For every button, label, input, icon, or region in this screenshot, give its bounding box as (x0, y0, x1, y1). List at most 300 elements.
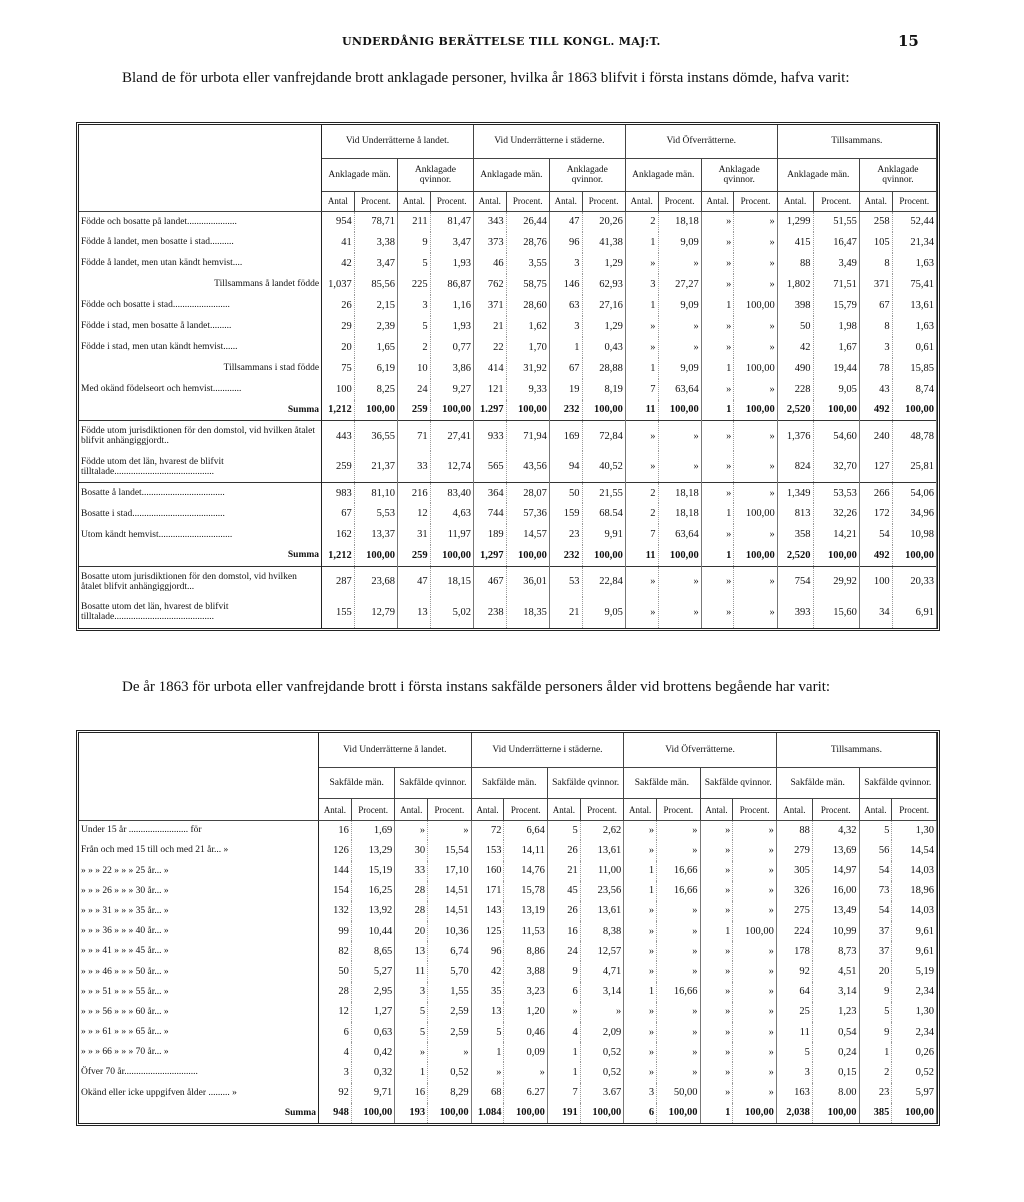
cell-value: » (657, 1022, 700, 1042)
cell-value: 13,29 (351, 840, 394, 860)
cell-value: » (700, 840, 733, 860)
cell-value: 9,71 (351, 1083, 394, 1103)
cell-value: 68.54 (582, 503, 625, 524)
cell-value: 146 (549, 274, 582, 295)
cell-value: » (657, 1042, 700, 1062)
cell-value: » (624, 840, 657, 860)
cell-value: 169 (549, 421, 582, 452)
cell-value: » (734, 421, 777, 452)
cell-value: 414 (473, 358, 506, 379)
cell-value: » (701, 451, 734, 482)
cell-value: 240 (859, 421, 892, 452)
cell-value: 1 (471, 1042, 504, 1062)
cell-value: 22 (473, 337, 506, 358)
cell-value: 326 (776, 881, 812, 901)
cell-value: 23,68 (354, 566, 397, 597)
cell-value: 10,99 (812, 921, 859, 941)
cell-value: 23,56 (580, 881, 623, 901)
cell-value: 57,36 (506, 503, 549, 524)
cell-value: 211 (397, 211, 430, 232)
cell-value: 13,92 (351, 901, 394, 921)
cell-value: 2 (859, 1062, 892, 1082)
cell-value: 159 (549, 503, 582, 524)
column-header: Procent. (351, 799, 394, 820)
cell-value: 983 (322, 482, 355, 503)
column-header: Antal. (625, 191, 658, 211)
cell-value: 100,00 (354, 545, 397, 566)
table-row (79, 482, 937, 503)
row-label: Med okänd födelseort och hemvist............ (79, 379, 322, 400)
cell-value: 224 (776, 921, 812, 941)
cell-value: 27,16 (582, 295, 625, 316)
cell-value: » (733, 1042, 776, 1062)
cell-value: 4,63 (430, 503, 473, 524)
row-label: » » » 41 » » » 45 år... » (79, 941, 319, 961)
cell-value: 83,40 (430, 482, 473, 503)
cell-value: 64 (776, 982, 812, 1002)
cell-value: » (733, 982, 776, 1002)
cell-value: » (624, 921, 657, 941)
cell-value: 18,18 (658, 211, 701, 232)
cell-value: 3 (776, 1062, 812, 1082)
cell-value: » (428, 820, 472, 840)
cell-value: 52,44 (892, 211, 936, 232)
row-label: » » » 31 » » » 35 år... » (79, 901, 319, 921)
cell-value: 1,27 (351, 1002, 394, 1022)
cell-value: 100,00 (504, 1103, 547, 1123)
cell-value: 2,95 (351, 982, 394, 1002)
cell-value: 92 (319, 1083, 352, 1103)
table-row (79, 941, 937, 961)
cell-value: 58,75 (506, 274, 549, 295)
cell-value: 16,25 (351, 881, 394, 901)
cell-value: 15,78 (504, 881, 547, 901)
cell-value: 67 (859, 295, 892, 316)
row-label: Okänd eller icke uppgifven ålder ......... » (79, 1083, 319, 1103)
cell-value: 48,78 (892, 421, 936, 452)
cell-value: 15,60 (813, 597, 859, 628)
cell-value: 3 (624, 1083, 657, 1103)
cell-value: » (700, 1002, 733, 1022)
cell-value: 100,00 (351, 1103, 394, 1123)
cell-value: 492 (859, 545, 892, 566)
cell-value: 16 (319, 820, 352, 840)
cell-value: 16 (395, 1083, 428, 1103)
table-row (79, 961, 937, 981)
cell-value: 33 (395, 861, 428, 881)
cell-value: 3 (625, 274, 658, 295)
table-row (79, 861, 937, 881)
row-label: Summa (79, 400, 322, 421)
row-label: » » » 22 » » » 25 år... » (79, 861, 319, 881)
cell-value: 26 (547, 840, 580, 860)
cell-value: » (701, 597, 734, 628)
cell-value: 21 (473, 316, 506, 337)
cell-value: 1,63 (892, 253, 936, 274)
cell-value: 100,00 (430, 545, 473, 566)
cell-value: » (701, 232, 734, 253)
cell-value: » (625, 597, 658, 628)
subgroup-header: Anklagade qvinnor. (859, 158, 936, 191)
cell-value: 32,26 (813, 503, 859, 524)
cell-value: » (625, 566, 658, 597)
cell-value: 8,19 (582, 379, 625, 400)
cell-value: 5 (397, 253, 430, 274)
cell-value: » (733, 1062, 776, 1082)
cell-value: 72 (471, 820, 504, 840)
cell-value: 3 (319, 1062, 352, 1082)
cell-value: » (700, 820, 733, 840)
cell-value: 100,00 (892, 1103, 937, 1123)
cell-value: 9,33 (506, 379, 549, 400)
cell-value: 11 (625, 400, 658, 421)
cell-value: 14,11 (504, 840, 547, 860)
cell-value: 26,44 (506, 211, 549, 232)
cell-value: 9,27 (430, 379, 473, 400)
cell-value: 2 (397, 337, 430, 358)
cell-value: 5 (859, 1002, 892, 1022)
cell-value: 28,76 (506, 232, 549, 253)
cell-value: 54,06 (892, 482, 936, 503)
cell-value: 28,88 (582, 358, 625, 379)
cell-value: 15,85 (892, 358, 936, 379)
subgroup-header: Sakfälde qvinnor. (547, 767, 623, 799)
cell-value: 189 (473, 524, 506, 545)
cell-value: 13,19 (504, 901, 547, 921)
cell-value: » (428, 1042, 472, 1062)
cell-value: 0,43 (582, 337, 625, 358)
cell-value: » (700, 881, 733, 901)
cell-value: » (701, 253, 734, 274)
subgroup-header: Sakfälde män. (776, 767, 859, 799)
cell-value: 5 (776, 1042, 812, 1062)
table-row (79, 503, 937, 524)
column-header: Antal. (776, 799, 812, 820)
cell-value: 4,51 (812, 961, 859, 981)
column-header: Antal. (397, 191, 430, 211)
cell-value: 0,54 (812, 1022, 859, 1042)
cell-value: 27,27 (658, 274, 701, 295)
convicted-age-table (76, 730, 940, 1126)
row-label: » » » 36 » » » 40 år... » (79, 921, 319, 941)
cell-value: » (625, 421, 658, 452)
cell-value: 1,297 (473, 545, 506, 566)
column-header: Antal. (700, 799, 733, 820)
cell-value: 160 (471, 861, 504, 881)
cell-value: » (701, 211, 734, 232)
cell-value: 1,23 (812, 1002, 859, 1022)
cell-value: 100,00 (734, 295, 777, 316)
cell-value: 14,57 (506, 524, 549, 545)
cell-value: 2,09 (580, 1022, 623, 1042)
column-header: Antal. (624, 799, 657, 820)
cell-value: 0,63 (351, 1022, 394, 1042)
cell-value: 50 (549, 482, 582, 503)
cell-value: 54 (859, 901, 892, 921)
cell-value: 1 (625, 232, 658, 253)
cell-value: » (733, 820, 776, 840)
cell-value: 3,47 (430, 232, 473, 253)
cell-value: 259 (322, 451, 355, 482)
cell-value: 4,32 (812, 820, 859, 840)
cell-value: 1,63 (892, 316, 936, 337)
cell-value: » (395, 820, 428, 840)
cell-value: » (701, 337, 734, 358)
cell-value: 100,00 (813, 400, 859, 421)
cell-value: 16 (547, 921, 580, 941)
cell-value: 12,74 (430, 451, 473, 482)
cell-value: 6,19 (354, 358, 397, 379)
cell-value: 3,14 (812, 982, 859, 1002)
row-label: » » » 51 » » » 55 år... » (79, 982, 319, 1002)
cell-value: 1 (624, 881, 657, 901)
subgroup-header: Sakfälde qvinnor. (700, 767, 776, 799)
subgroup-header: Anklagade män. (625, 158, 701, 191)
cell-value: 3 (395, 982, 428, 1002)
cell-value: 132 (319, 901, 352, 921)
cell-value: 26 (322, 295, 355, 316)
cell-value: 4,71 (580, 961, 623, 981)
row-label: Födde i stad, men bosatte å landet......... (79, 316, 322, 337)
cell-value: 100,00 (428, 1103, 472, 1123)
cell-value: 13,69 (812, 840, 859, 860)
cell-value: 1,376 (777, 421, 813, 452)
cell-value: 1 (624, 982, 657, 1002)
cell-value: 41 (322, 232, 355, 253)
cell-value: 63,64 (658, 379, 701, 400)
cell-value: 63 (549, 295, 582, 316)
cell-value: 100,00 (734, 400, 777, 421)
cell-value: 100,00 (812, 1103, 859, 1123)
cell-value: 36,01 (506, 566, 549, 597)
cell-value: » (658, 597, 701, 628)
cell-value: 50 (319, 961, 352, 981)
cell-value: 1,93 (430, 316, 473, 337)
column-header: Procent. (812, 799, 859, 820)
column-header: Procent. (428, 799, 472, 820)
cell-value: 100,00 (734, 358, 777, 379)
cell-value: 2,520 (777, 400, 813, 421)
subgroup-header: Anklagade qvinnor. (549, 158, 625, 191)
column-header: Procent. (813, 191, 859, 211)
column-header: Procent. (580, 799, 623, 820)
cell-value: 56 (859, 840, 892, 860)
column-header: Procent. (892, 191, 936, 211)
cell-value: 287 (322, 566, 355, 597)
cell-value: » (700, 861, 733, 881)
cell-value: 53,53 (813, 482, 859, 503)
cell-value: 16,00 (812, 881, 859, 901)
cell-value: 21,34 (892, 232, 936, 253)
cell-value: » (733, 1002, 776, 1022)
cell-value: 24 (547, 941, 580, 961)
cell-value: » (700, 1083, 733, 1103)
table-row (79, 451, 937, 482)
cell-value: 37 (859, 921, 892, 941)
cell-value: 1 (547, 1062, 580, 1082)
cell-value: 1 (624, 861, 657, 881)
cell-value: 10,44 (351, 921, 394, 941)
group-header: Vid Öfverrätterne. (624, 733, 777, 767)
cell-value: » (658, 337, 701, 358)
cell-value: 25,81 (892, 451, 936, 482)
cell-value: 5,19 (892, 961, 937, 981)
cell-value: 96 (549, 232, 582, 253)
cell-value: 78 (859, 358, 892, 379)
row-label: Bosatte i stad....................................... (79, 503, 322, 524)
cell-value: 72,84 (582, 421, 625, 452)
cell-value: 8,86 (504, 941, 547, 961)
cell-value: 100,00 (430, 400, 473, 421)
cell-value: 1 (859, 1042, 892, 1062)
cell-value: 415 (777, 232, 813, 253)
cell-value: 9,61 (892, 941, 937, 961)
cell-value: 18,35 (506, 597, 549, 628)
cell-value: 21 (547, 861, 580, 881)
cell-value: 0,32 (351, 1062, 394, 1082)
row-label: Summa (79, 545, 322, 566)
cell-value: 191 (547, 1103, 580, 1123)
cell-value: 33 (397, 451, 430, 482)
cell-value: 754 (777, 566, 813, 597)
table-row (79, 1103, 937, 1123)
cell-value: 100,00 (580, 1103, 623, 1123)
cell-value: 28,60 (506, 295, 549, 316)
cell-value: 71,51 (813, 274, 859, 295)
cell-value: 43,56 (506, 451, 549, 482)
cell-value: » (700, 961, 733, 981)
cell-value: 144 (319, 861, 352, 881)
cell-value: 1,802 (777, 274, 813, 295)
cell-value: » (700, 1042, 733, 1062)
cell-value: 78,71 (354, 211, 397, 232)
cell-value: 23 (549, 524, 582, 545)
cell-value: 5 (547, 820, 580, 840)
cell-value: » (733, 840, 776, 860)
subgroup-header: Sakfälde män. (319, 767, 395, 799)
cell-value: 5,70 (428, 961, 472, 981)
cell-value: 18,18 (658, 482, 701, 503)
cell-value: 232 (549, 545, 582, 566)
cell-value: 343 (473, 211, 506, 232)
row-label: Öfver 70 år............................... (79, 1062, 319, 1082)
cell-value: » (657, 961, 700, 981)
cell-value: » (624, 941, 657, 961)
cell-value: 42 (322, 253, 355, 274)
cell-value: 443 (322, 421, 355, 452)
table-row (79, 379, 937, 400)
cell-value: » (624, 901, 657, 921)
cell-value: 8.00 (812, 1083, 859, 1103)
row-label: Bosatte utom det län, hvarest de blifvit tilltalade.......................................... (79, 597, 322, 628)
cell-value: 258 (859, 211, 892, 232)
cell-value: 9,91 (582, 524, 625, 545)
cell-value: 21,55 (582, 482, 625, 503)
cell-value: 565 (473, 451, 506, 482)
table-row (79, 545, 937, 566)
cell-value: » (658, 451, 701, 482)
cell-value: » (701, 274, 734, 295)
row-label: Födde å landet, men utan kändt hemvist.... (79, 253, 322, 274)
cell-value: » (733, 1083, 776, 1103)
column-header: Antal. (319, 799, 352, 820)
cell-value: » (658, 253, 701, 274)
cell-value: 398 (777, 295, 813, 316)
cell-value: 954 (322, 211, 355, 232)
cell-value: » (734, 253, 777, 274)
row-label: Födde och bosatte på landet..................... (79, 211, 322, 232)
table-row (79, 253, 937, 274)
table-row (79, 1083, 937, 1103)
cell-value: 54,60 (813, 421, 859, 452)
cell-value: 100,00 (813, 545, 859, 566)
cell-value: 75 (322, 358, 355, 379)
cell-value: » (624, 1042, 657, 1062)
row-label: » » » 46 » » » 50 år... » (79, 961, 319, 981)
cell-value: 12,57 (580, 941, 623, 961)
cell-value: » (733, 881, 776, 901)
cell-value: 14,76 (504, 861, 547, 881)
table-2 (79, 733, 937, 1123)
table-row (79, 421, 937, 452)
cell-value: 100,00 (892, 545, 936, 566)
cell-value: 121 (473, 379, 506, 400)
cell-value: 30 (395, 840, 428, 860)
cell-value: 100,00 (657, 1103, 700, 1123)
table-row (79, 337, 937, 358)
cell-value: 5 (859, 820, 892, 840)
row-label: Utom kändt hemvist............................... (79, 524, 322, 545)
cell-value: 14,03 (892, 861, 937, 881)
cell-value: 54 (859, 861, 892, 881)
cell-value: 1,349 (777, 482, 813, 503)
column-header: Procent. (892, 799, 937, 820)
cell-value: 31 (397, 524, 430, 545)
cell-value: » (471, 1062, 504, 1082)
cell-value: 18,15 (430, 566, 473, 597)
cell-value: 28 (319, 982, 352, 1002)
cell-value: 22,84 (582, 566, 625, 597)
cell-value: 5 (471, 1022, 504, 1042)
cell-value: 232 (549, 400, 582, 421)
table-row (79, 820, 937, 840)
cell-value: 153 (471, 840, 504, 860)
cell-value: 228 (777, 379, 813, 400)
table-row (79, 840, 937, 860)
cell-value: 1,55 (428, 982, 472, 1002)
cell-value: » (504, 1062, 547, 1082)
cell-value: » (734, 451, 777, 482)
cell-value: » (624, 820, 657, 840)
cell-value: 13,49 (812, 901, 859, 921)
cell-value: 28,07 (506, 482, 549, 503)
row-label: Summa (79, 1103, 319, 1123)
cell-value: » (734, 232, 777, 253)
table-row (79, 901, 937, 921)
cell-value: 105 (859, 232, 892, 253)
subgroup-header: Anklagade qvinnor. (397, 158, 473, 191)
row-label: » » » 56 » » » 60 år... » (79, 1002, 319, 1022)
cell-value: 275 (776, 901, 812, 921)
cell-value: 0,26 (892, 1042, 937, 1062)
cell-value: 393 (777, 597, 813, 628)
cell-value: 12 (319, 1002, 352, 1022)
cell-value: 467 (473, 566, 506, 597)
cell-value: 8,65 (351, 941, 394, 961)
cell-value: 71 (397, 421, 430, 452)
column-header: Procent. (506, 191, 549, 211)
cell-value: 1 (701, 358, 734, 379)
